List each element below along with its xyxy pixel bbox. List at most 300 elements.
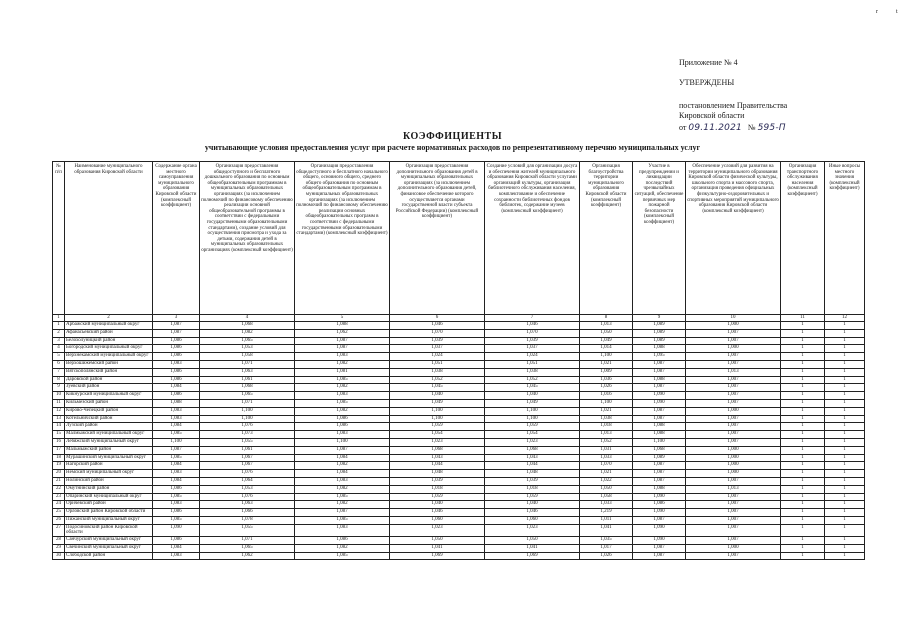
coefficient-cell: 1,088 xyxy=(633,485,686,493)
coefficient-cell: 1,085 xyxy=(153,454,200,462)
municipality-name-cell: Кирово-Чепецкий район xyxy=(65,407,153,415)
coefficient-cell: 1,085 xyxy=(295,552,390,560)
coefficient-cell: 1,060 xyxy=(390,516,485,524)
coefficient-cell: 1,023 xyxy=(485,524,580,536)
coefficient-cell: 1,090 xyxy=(153,524,200,536)
coefficient-cell: 1 xyxy=(781,516,825,524)
row-number-cell: 28 xyxy=(53,536,65,544)
municipality-name-cell: Свечинский муниципальный округ xyxy=(65,544,153,552)
row-number-cell: 10 xyxy=(53,392,65,400)
table-row xyxy=(53,399,865,407)
coefficient-cell: 1 xyxy=(781,446,825,454)
coefficient-cell: 1,038 xyxy=(580,415,633,423)
municipality-name-cell: Кикнурский муниципальный округ xyxy=(65,392,153,400)
coefficient-cell: 1 xyxy=(781,431,825,439)
table-row xyxy=(53,438,865,446)
municipality-name-cell: Котельничский район xyxy=(65,415,153,423)
municipality-name-cell: Арбажский муниципальный округ xyxy=(65,322,153,330)
coefficient-cell: 1,050 xyxy=(580,485,633,493)
coefficient-cell: 1,064 xyxy=(200,477,295,485)
coefficient-cell: 1,055 xyxy=(200,438,295,446)
coefficient-cell: 1,086 xyxy=(153,536,200,544)
coefficient-cell: 1,063 xyxy=(200,501,295,509)
coefficient-cell: 1 xyxy=(825,552,865,560)
coefficient-cell: 1,023 xyxy=(390,524,485,536)
coefficient-cell: 1,071 xyxy=(200,360,295,368)
coefficient-cell: 1,086 xyxy=(153,353,200,361)
coefficient-cell: 1,085 xyxy=(153,431,200,439)
coefficient-cell: 1 xyxy=(781,552,825,560)
coefficient-cell: 1,014 xyxy=(580,345,633,353)
municipality-name-cell: Белохолуницкий район xyxy=(65,337,153,345)
coefficient-cell: 1,009 xyxy=(580,368,633,376)
coefficient-cell: 1,052 xyxy=(580,438,633,446)
coefficient-cell: 1,087 xyxy=(633,384,686,392)
coefficient-cell: 1,007 xyxy=(686,415,781,423)
coefficient-cell: 1,087 xyxy=(153,446,200,454)
coefficient-cell: 1,081 xyxy=(295,368,390,376)
row-number-cell: 24 xyxy=(53,501,65,509)
coefficient-cell: 1,021 xyxy=(580,360,633,368)
coefficient-cell: 1,007 xyxy=(686,329,781,337)
municipality-name-cell: Вятскополянский район xyxy=(65,368,153,376)
table-row xyxy=(53,376,865,384)
coefficient-cell: 1,048 xyxy=(390,470,485,478)
row-number-cell: 22 xyxy=(53,485,65,493)
coefficients-table xyxy=(52,161,865,560)
coefficient-cell: 1,100 xyxy=(580,353,633,361)
coefficient-cell: 1,036 xyxy=(580,376,633,384)
coefficient-cell: 1,089 xyxy=(633,329,686,337)
coefficient-cell: 1,084 xyxy=(153,544,200,552)
table-row xyxy=(53,552,865,560)
coefficient-cell: 1,033 xyxy=(580,501,633,509)
coefficient-cell: 1,073 xyxy=(200,431,295,439)
coefficient-cell: 1,084 xyxy=(153,384,200,392)
coefficient-cell: 1,049 xyxy=(390,399,485,407)
coefficient-cell: 1,070 xyxy=(485,329,580,337)
coefficient-cell: 1 xyxy=(825,423,865,431)
table-row xyxy=(53,477,865,485)
coefficient-cell: 1,083 xyxy=(295,524,390,536)
coefficient-cell: 1,087 xyxy=(153,322,200,330)
coefficient-cell: 1,083 xyxy=(153,552,200,560)
coefficient-cell: 1,090 xyxy=(633,392,686,400)
coefficient-cell: 1,090 xyxy=(633,509,686,517)
coefficient-cell: 1 xyxy=(781,399,825,407)
coefficient-cell: 1,088 xyxy=(633,423,686,431)
coefficient-cell: 1,069 xyxy=(485,552,580,560)
coefficient-cell: 1,100 xyxy=(390,415,485,423)
coefficient-cell: 1,088 xyxy=(633,376,686,384)
coefficient-cell: 1,084 xyxy=(295,454,390,462)
coefficient-cell: 1,023 xyxy=(390,438,485,446)
coefficient-cell: 1,065 xyxy=(200,544,295,552)
coefficient-cell: 1,061 xyxy=(200,376,295,384)
number-prefix: № xyxy=(747,123,756,133)
coefficient-cell: 1,000 xyxy=(686,462,781,470)
coefficient-cell: 1 xyxy=(781,477,825,485)
coefficient-cell: 1,007 xyxy=(686,392,781,400)
coefficient-cell: 1,021 xyxy=(580,407,633,415)
row-number-cell: 8 xyxy=(53,376,65,384)
coefficient-cell: 1,070 xyxy=(580,462,633,470)
coefficient-cell: 1,085 xyxy=(153,516,200,524)
row-number-cell: 16 xyxy=(53,438,65,446)
coefficient-cell: 1,049 xyxy=(580,337,633,345)
coefficient-cell: 1,040 xyxy=(485,392,580,400)
municipality-name-cell: Нолинский район xyxy=(65,477,153,485)
coefficient-cell: 1,083 xyxy=(295,431,390,439)
coefficient-cell: 1,040 xyxy=(390,501,485,509)
coefficient-cell: 1,007 xyxy=(686,536,781,544)
coefficient-cell: 1,086 xyxy=(153,485,200,493)
coefficient-cell: 1,087 xyxy=(633,552,686,560)
row-number-cell: 30 xyxy=(53,552,65,560)
municipality-name-cell: Мальмыжский район xyxy=(65,446,153,454)
coefficient-cell: 1,013 xyxy=(686,368,781,376)
coefficient-cell: 1,090 xyxy=(633,536,686,544)
coefficient-cell: 1 xyxy=(781,322,825,330)
coefficient-cell: 1,045 xyxy=(485,384,580,392)
coefficient-cell: 1,013 xyxy=(580,322,633,330)
coefficient-cell: 1 xyxy=(825,345,865,353)
column-number-row xyxy=(53,315,865,322)
header-cell: Организация благоустройства территории муниципального образования Кировской области (комплексный коэффициент) xyxy=(580,162,633,315)
column-number: 10 xyxy=(686,315,781,322)
coefficient-cell: 1,086 xyxy=(295,415,390,423)
document-subtitle: учитывающие условия предоставления услуг при расчете нормативных расходов по репрезентативному перечню муниципальных услуг xyxy=(204,143,701,152)
coefficient-cell: 1,040 xyxy=(485,501,580,509)
table-row xyxy=(53,345,865,353)
coefficient-cell: 1,044 xyxy=(390,462,485,470)
table-row xyxy=(53,322,865,330)
coefficient-cell: 1,007 xyxy=(686,399,781,407)
coefficient-cell: 1,087 xyxy=(633,360,686,368)
decree-date: 09.11.2021 xyxy=(688,123,742,134)
row-number-cell: 18 xyxy=(53,454,65,462)
coefficient-cell: 1,062 xyxy=(200,552,295,560)
coefficient-cell: 1,059 xyxy=(485,423,580,431)
coefficient-cell: 1,018 xyxy=(485,485,580,493)
header-cell: Организация предоставления общедоступного и бесплатного начального общего, основного общего, среднего общего образования по основным общеобразовательным программам в муниципальных образовательных организациях (за исключением полномочий по финансовому обеспечению реализации основных общеобразовательных программ в соответствии с федеральными государственными образовательными стандартами) (комплексный коэффициент) xyxy=(295,162,390,315)
coefficient-cell: 1,083 xyxy=(295,392,390,400)
coefficient-cell: 1,026 xyxy=(580,552,633,560)
coefficient-cell: 1,041 xyxy=(580,524,633,536)
municipality-name-cell: Опаринский муниципальный округ xyxy=(65,493,153,501)
coefficient-cell: 1 xyxy=(781,415,825,423)
coefficient-cell: 1,017 xyxy=(580,544,633,552)
coefficient-cell: 1 xyxy=(781,353,825,361)
coefficient-cell: 1,084 xyxy=(153,477,200,485)
decree-line-1: постановлением Правительства xyxy=(679,100,788,110)
coefficient-cell: 1,100 xyxy=(200,407,295,415)
coefficient-cell: 1,050 xyxy=(390,536,485,544)
coefficient-cell: 1,007 xyxy=(686,552,781,560)
column-number: 1 xyxy=(53,315,65,322)
coefficient-cell: 1,087 xyxy=(633,544,686,552)
coefficient-cell: 1,054 xyxy=(390,431,485,439)
coefficient-cell: 1,085 xyxy=(295,399,390,407)
coefficient-cell: 1 xyxy=(781,485,825,493)
coefficient-cell: 1,078 xyxy=(200,516,295,524)
coefficient-cell: 1 xyxy=(781,501,825,509)
coefficient-cell: 1,100 xyxy=(580,399,633,407)
row-number-cell: 21 xyxy=(53,477,65,485)
coefficient-cell: 1,007 xyxy=(686,384,781,392)
coefficient-cell: 1,087 xyxy=(633,415,686,423)
coefficient-cell: 1 xyxy=(825,431,865,439)
coefficient-cell: 1,065 xyxy=(200,337,295,345)
table-row xyxy=(53,353,865,361)
municipality-name-cell: Омутнинский район xyxy=(65,485,153,493)
coefficient-cell: 1,095 xyxy=(633,353,686,361)
coefficient-cell: 1,087 xyxy=(295,337,390,345)
coefficient-cell: 1,000 xyxy=(686,322,781,330)
coefficient-cell: 1,088 xyxy=(633,431,686,439)
decree-number: 595-П xyxy=(757,123,786,134)
row-number-cell: 26 xyxy=(53,516,65,524)
coefficient-cell: 1,082 xyxy=(295,544,390,552)
coefficient-cell: 1,100 xyxy=(200,415,295,423)
coefficient-cell: 1,000 xyxy=(686,454,781,462)
coefficient-cell: 1,007 xyxy=(686,509,781,517)
coefficient-cell: 1,087 xyxy=(633,462,686,470)
coefficient-cell: 1,023 xyxy=(485,438,580,446)
page-mark-right: t xyxy=(896,9,898,15)
coefficient-cell: 1,087 xyxy=(633,470,686,478)
municipality-name-cell: Оричевский район xyxy=(65,501,153,509)
coefficient-cell: 1,085 xyxy=(295,516,390,524)
coefficient-cell: 1,007 xyxy=(686,353,781,361)
table-row xyxy=(53,544,865,552)
coefficient-cell: 1 xyxy=(781,544,825,552)
coefficient-cell: 1,051 xyxy=(390,360,485,368)
coefficient-cell: 1,033 xyxy=(580,454,633,462)
row-number-cell: 27 xyxy=(53,524,65,536)
coefficient-cell: 1,048 xyxy=(485,470,580,478)
coefficient-cell: 1 xyxy=(825,516,865,524)
coefficient-cell: 1,060 xyxy=(485,516,580,524)
coefficient-cell: 1 xyxy=(825,407,865,415)
row-number-cell: 6 xyxy=(53,360,65,368)
approval-block xyxy=(679,58,787,134)
coefficient-cell: 1,039 xyxy=(485,477,580,485)
coefficient-cell: 1,000 xyxy=(686,407,781,415)
header-row xyxy=(53,162,865,315)
coefficient-cell: 1,068 xyxy=(390,446,485,454)
decree-line-2: Кировской области xyxy=(679,111,745,121)
coefficient-cell: 1,035 xyxy=(580,536,633,544)
coefficient-cell: 1,043 xyxy=(485,454,580,462)
coefficient-cell: 1,052 xyxy=(390,376,485,384)
coefficient-cell: 1,059 xyxy=(485,493,580,501)
coefficient-cell: 1 xyxy=(781,454,825,462)
coefficient-cell: 1,084 xyxy=(153,462,200,470)
coefficient-cell: 1,071 xyxy=(200,536,295,544)
header-cell: Наименование муниципального образования Кировской области xyxy=(65,162,153,315)
coefficient-cell: 1,021 xyxy=(580,470,633,478)
coefficient-cell: 1,063 xyxy=(200,368,295,376)
coefficient-cell: 1,070 xyxy=(390,329,485,337)
appendix-label: Приложение № 4 xyxy=(679,58,738,67)
coefficient-cell: 1,043 xyxy=(390,454,485,462)
coefficient-cell: 1 xyxy=(781,337,825,345)
coefficient-cell: 1 xyxy=(825,415,865,423)
coefficient-cell: 1 xyxy=(825,509,865,517)
coefficient-cell: 1,040 xyxy=(390,392,485,400)
coefficient-cell: 1,054 xyxy=(485,431,580,439)
table-row xyxy=(53,415,865,423)
coefficient-cell: 1,085 xyxy=(295,376,390,384)
coefficient-cell: 1,026 xyxy=(580,384,633,392)
coefficient-cell: 1,076 xyxy=(200,470,295,478)
coefficient-cell: 1,087 xyxy=(633,516,686,524)
coefficient-cell: 1,024 xyxy=(485,353,580,361)
coefficient-cell: 1,089 xyxy=(633,322,686,330)
coefficient-cell: 1,039 xyxy=(390,337,485,345)
coefficient-cell: 1,083 xyxy=(295,477,390,485)
row-number-cell: 2 xyxy=(53,329,65,337)
coefficient-cell: 1,000 xyxy=(686,470,781,478)
coefficient-cell: 1,076 xyxy=(200,423,295,431)
coefficient-cell: 1 xyxy=(781,368,825,376)
coefficient-cell: 1 xyxy=(825,470,865,478)
municipality-name-cell: Зуевский район xyxy=(65,384,153,392)
coefficient-cell: 1,000 xyxy=(686,544,781,552)
table-row xyxy=(53,462,865,470)
coefficient-cell: 1,007 xyxy=(686,360,781,368)
coefficient-cell: 1,018 xyxy=(390,485,485,493)
coefficient-cell: 1,076 xyxy=(200,493,295,501)
coefficient-cell: 1 xyxy=(825,493,865,501)
header-cell: Организация предоставления общедоступного и бесплатного дошкольного образования по основным общеобразовательным программам в муниципальных образовательных организациях (за исключением полномочий по финансовому обеспечению реализации основной общеобразовательной программы в соответствии с федеральными государственными образовательными стандартами), создание условий для осуществления присмотра и ухода за детьми, содержания детей в муниципальных образовательных организациях (комплексный коэффициент) xyxy=(200,162,295,315)
coefficient-cell: 1,068 xyxy=(200,322,295,330)
table-row xyxy=(53,407,865,415)
table-row xyxy=(53,431,865,439)
municipality-name-cell: Верхошижемский район xyxy=(65,360,153,368)
coefficient-cell: 1,066 xyxy=(200,509,295,517)
header-cell: Иные вопросы местного значения (комплексный коэффициент) xyxy=(825,162,865,315)
table-row xyxy=(53,446,865,454)
coefficient-cell: 1 xyxy=(825,368,865,376)
coefficient-cell: 1,031 xyxy=(580,446,633,454)
column-number: 9 xyxy=(633,315,686,322)
coefficient-cell: 1,007 xyxy=(686,423,781,431)
coefficient-cell: 1 xyxy=(825,399,865,407)
header-cell: Организация предоставления дополнительного образования детей в муниципальных образовательных организациях (за исключением дополнительного образования детей, финансовое обеспечение которого осуществляется органами государственной власти субъекта Российской Федерации) (комплексный коэффициент) xyxy=(390,162,485,315)
coefficient-cell: 1,037 xyxy=(485,345,580,353)
coefficient-cell: 1,055 xyxy=(200,524,295,536)
row-number-cell: 17 xyxy=(53,446,65,454)
table-row xyxy=(53,485,865,493)
coefficient-cell: 1,000 xyxy=(686,345,781,353)
municipality-name-cell: Немский муниципальный округ xyxy=(65,470,153,478)
header-cell: Содержание органа местного самоуправления муниципального образования Кировской области (комплексный коэффициент) xyxy=(153,162,200,315)
column-number: 11 xyxy=(781,315,825,322)
coefficient-cell: 1,067 xyxy=(200,462,295,470)
municipality-name-cell: Орловский район Кировской области xyxy=(65,509,153,517)
coefficient-cell: 1 xyxy=(781,392,825,400)
coefficient-cell: 1,007 xyxy=(686,501,781,509)
column-number: 8 xyxy=(580,315,633,322)
table-body xyxy=(53,322,865,560)
table-row xyxy=(53,384,865,392)
coefficient-cell: 1,087 xyxy=(633,477,686,485)
coefficient-cell: 1,011 xyxy=(580,516,633,524)
coefficient-cell: 1,007 xyxy=(686,524,781,536)
column-number: 6 xyxy=(390,315,485,322)
coefficient-cell: 1,082 xyxy=(295,501,390,509)
coefficient-cell: 1,088 xyxy=(295,322,390,330)
coefficient-cell: 1,090 xyxy=(633,399,686,407)
coefficient-cell: 1,059 xyxy=(390,493,485,501)
municipality-name-cell: Малмыжский муниципальный округ xyxy=(65,431,153,439)
row-number-cell: 20 xyxy=(53,470,65,478)
coefficient-cell: 1,053 xyxy=(200,485,295,493)
table-row xyxy=(53,524,865,536)
coefficient-cell: 1,046 xyxy=(485,509,580,517)
coefficient-cell: 1,087 xyxy=(633,368,686,376)
coefficient-cell: 1,041 xyxy=(390,544,485,552)
coefficient-cell: 1,086 xyxy=(153,345,200,353)
municipality-name-cell: Мурашинский муниципальный округ xyxy=(65,454,153,462)
coefficient-cell: 1,065 xyxy=(200,392,295,400)
coefficient-cell: 1 xyxy=(825,438,865,446)
coefficient-cell: 1,087 xyxy=(295,509,390,517)
coefficient-cell: 1,061 xyxy=(200,446,295,454)
coefficient-cell: 1,000 xyxy=(686,446,781,454)
coefficient-cell: 1,046 xyxy=(390,509,485,517)
row-number-cell: 3 xyxy=(53,337,65,345)
table-row xyxy=(53,368,865,376)
table-row xyxy=(53,509,865,517)
header-cell: Участие в предупреждении и ликвидации последствий чрезвычайных ситуаций, обеспечение первичных мер пожарной безопасности (комплексный коэффициент) xyxy=(633,162,686,315)
coefficient-cell: 1,007 xyxy=(686,438,781,446)
coefficient-cell: 1 xyxy=(781,462,825,470)
coefficient-cell: 1,046 xyxy=(390,322,485,330)
coefficient-cell: 1,083 xyxy=(153,407,200,415)
coefficient-cell: 1,082 xyxy=(295,360,390,368)
coefficient-cell: 1,037 xyxy=(390,345,485,353)
date-prefix: от xyxy=(679,123,687,133)
coefficient-cell: 1,058 xyxy=(580,493,633,501)
coefficient-cell: 1 xyxy=(825,454,865,462)
row-number-cell: 25 xyxy=(53,509,65,517)
table-row xyxy=(53,516,865,524)
header-cell: Организация транспортного обслуживания населения (комплексный коэффициент) xyxy=(781,162,825,315)
coefficient-cell: 1,045 xyxy=(390,384,485,392)
table-row xyxy=(53,454,865,462)
coefficient-cell: 1 xyxy=(781,345,825,353)
coefficient-cell: 1,044 xyxy=(485,462,580,470)
municipality-name-cell: Верхнекамский муниципальный округ xyxy=(65,353,153,361)
municipality-name-cell: Слободской район xyxy=(65,552,153,560)
municipality-name-cell: Кильмезский район xyxy=(65,399,153,407)
column-number: 3 xyxy=(153,315,200,322)
municipality-name-cell: Афанасьевский район xyxy=(65,329,153,337)
coefficient-cell: 1,100 xyxy=(295,438,390,446)
coefficient-cell: 1 xyxy=(825,376,865,384)
coefficient-cell: 1 xyxy=(825,501,865,509)
coefficient-cell: 1,087 xyxy=(295,446,390,454)
column-number: 2 xyxy=(65,315,153,322)
coefficient-cell: 1,013 xyxy=(686,485,781,493)
coefficient-cell: 1 xyxy=(825,477,865,485)
page-mark-left: r xyxy=(876,9,878,15)
municipality-name-cell: Даровской район xyxy=(65,376,153,384)
coefficient-cell: 1,082 xyxy=(295,462,390,470)
